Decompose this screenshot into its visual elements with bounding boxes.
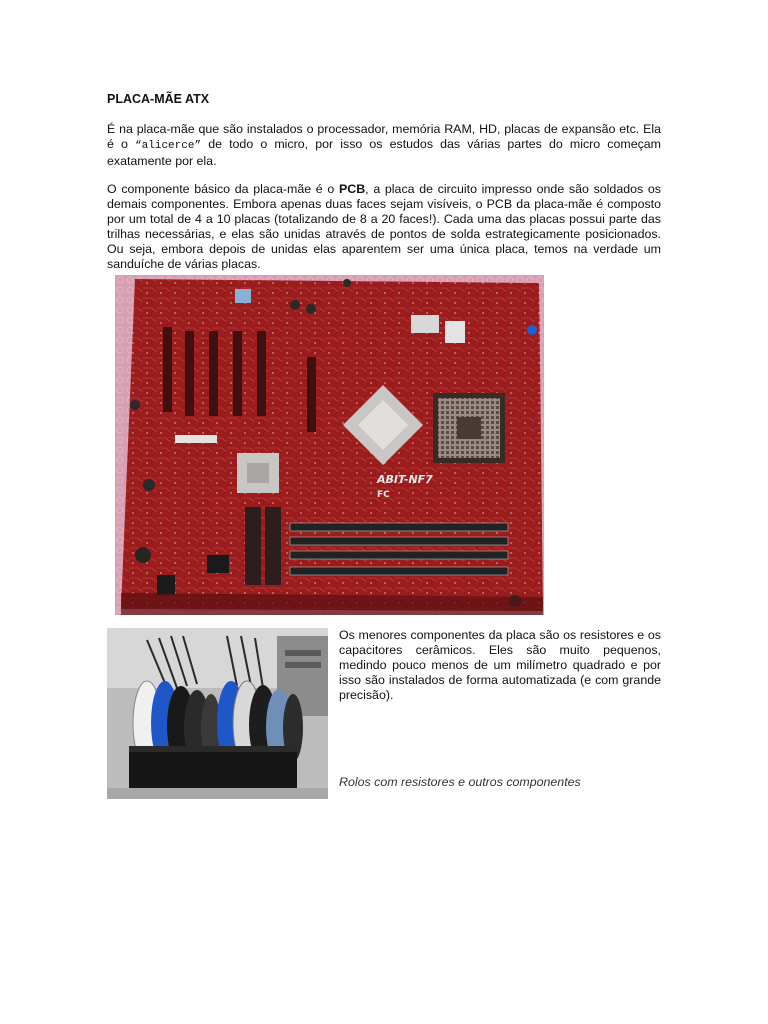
motherboard-illustration xyxy=(115,275,544,615)
quoted-term: “alicerce” xyxy=(135,139,202,152)
paragraph-pcb-before: O componente básico da placa-mãe é o xyxy=(107,182,339,196)
southbridge-chip xyxy=(237,453,279,493)
fc-mark: FC xyxy=(377,490,390,500)
image-caption: Rolos com resistores e outros componentes xyxy=(339,775,581,789)
component-reels-photo xyxy=(107,628,328,799)
cpu-socket xyxy=(433,393,505,463)
motherboard-photo xyxy=(115,275,544,615)
paragraph-pcb xyxy=(107,182,661,271)
paragraph-intro xyxy=(107,122,661,169)
reels-illustration xyxy=(107,628,328,799)
pcb-term: PCB xyxy=(339,182,366,196)
document-heading: PLACA-MÃE ATX xyxy=(107,92,210,106)
paragraph-intro-before: É na placa-mãe que são instalados o processador, memória RAM, HD, placas de expansão etc. Ela é o xyxy=(107,122,661,151)
side-paragraph: Os menores componentes da placa são os resistores e os capacitores cerâmicos. Eles são muito pequenos, medindo pouco menos de um milímetro quadrado e por isso são instalados de forma automatizada (e com grande precisão). xyxy=(339,628,661,702)
brand-label: ABIT-NF7 xyxy=(377,473,433,486)
paragraph-pcb-after: , a placa de circuito impresso onde são soldados os demais componentes. Embora apenas duas faces sejam visíveis, o PCB da placa-mãe é composto por um total de 4 a 10 placas (totalizando de 8 a 20 faces!). Cada uma das placas possui parte das trilhas necessárias, e elas são unidas através de pontos de solda estrategicamente posicionados. Ou seja, embora depois de unidas elas aparentem ser uma única placa, temos na verdade um sanduíche de várias placas. xyxy=(107,182,661,271)
paragraph-intro-after: de todo o micro, por isso os estudos das várias partes do micro começam exatamente por ela. xyxy=(107,136,662,168)
